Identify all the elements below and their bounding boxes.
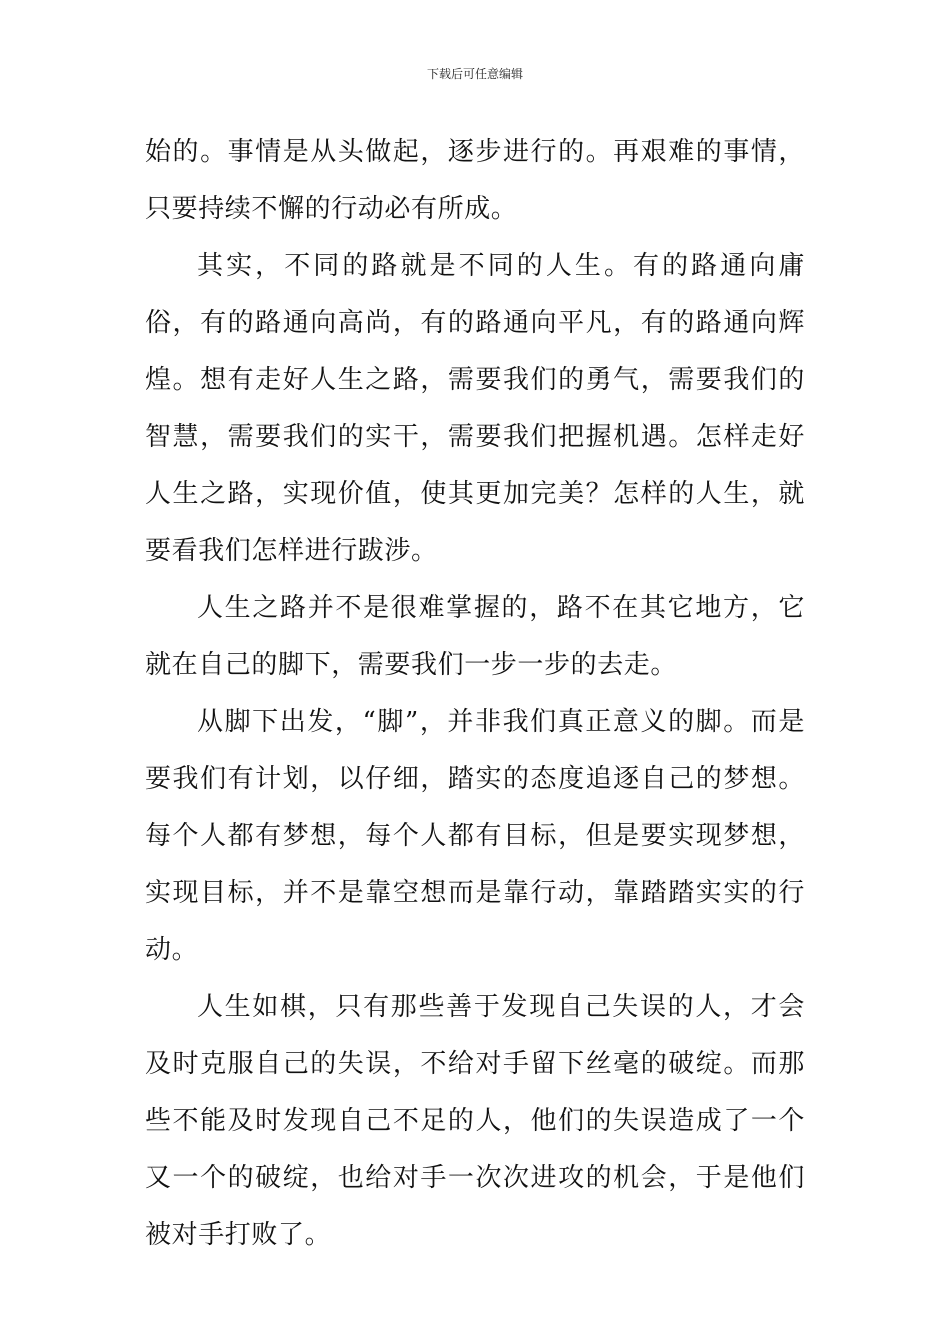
page-header: 下载后可任意编辑 bbox=[426, 67, 523, 81]
document-body bbox=[145, 124, 805, 1264]
paragraph: 人生如棋，只有那些善于发现自己失误的人，才会及时克服自己的失误，不给对手留下丝毫的破绽。而那些不能及时发现自己不足的人，他们的失误造成了一个又一个的破绽，也给对手一次次进攻的机会，于是他们被对手打败了。 bbox=[145, 992, 805, 1250]
paragraph: 人生之路并不是很难掌握的，路不在其它地方，它就在自己的脚下，需要我们一步一步的去走。 bbox=[145, 593, 805, 680]
paragraph: 从脚下出发，“脚”，并非我们真正意义的脚。而是要我们有计划，以仔细，踏实的态度追逐自己的梦想。每个人都有梦想，每个人都有目标，但是要实现梦想，实现目标，并不是靠空想而是靠行动，靠踏踏实实的行动。 bbox=[145, 707, 805, 965]
paragraph: 其实，不同的路就是不同的人生。有的路通向庸俗，有的路通向高尚，有的路通向平凡，有的路通向辉煌。想有走好人生之路，需要我们的勇气，需要我们的智慧，需要我们的实干，需要我们把握机遇。怎样走好人生之路，实现价值，使其更加完美？怎样的人生，就要看我们怎样进行跋涉。 bbox=[145, 251, 805, 566]
paragraph-continued: 始的。事情是从头做起，逐步进行的。再艰难的事情，只要持续不懈的行动必有所成。 bbox=[145, 137, 805, 224]
